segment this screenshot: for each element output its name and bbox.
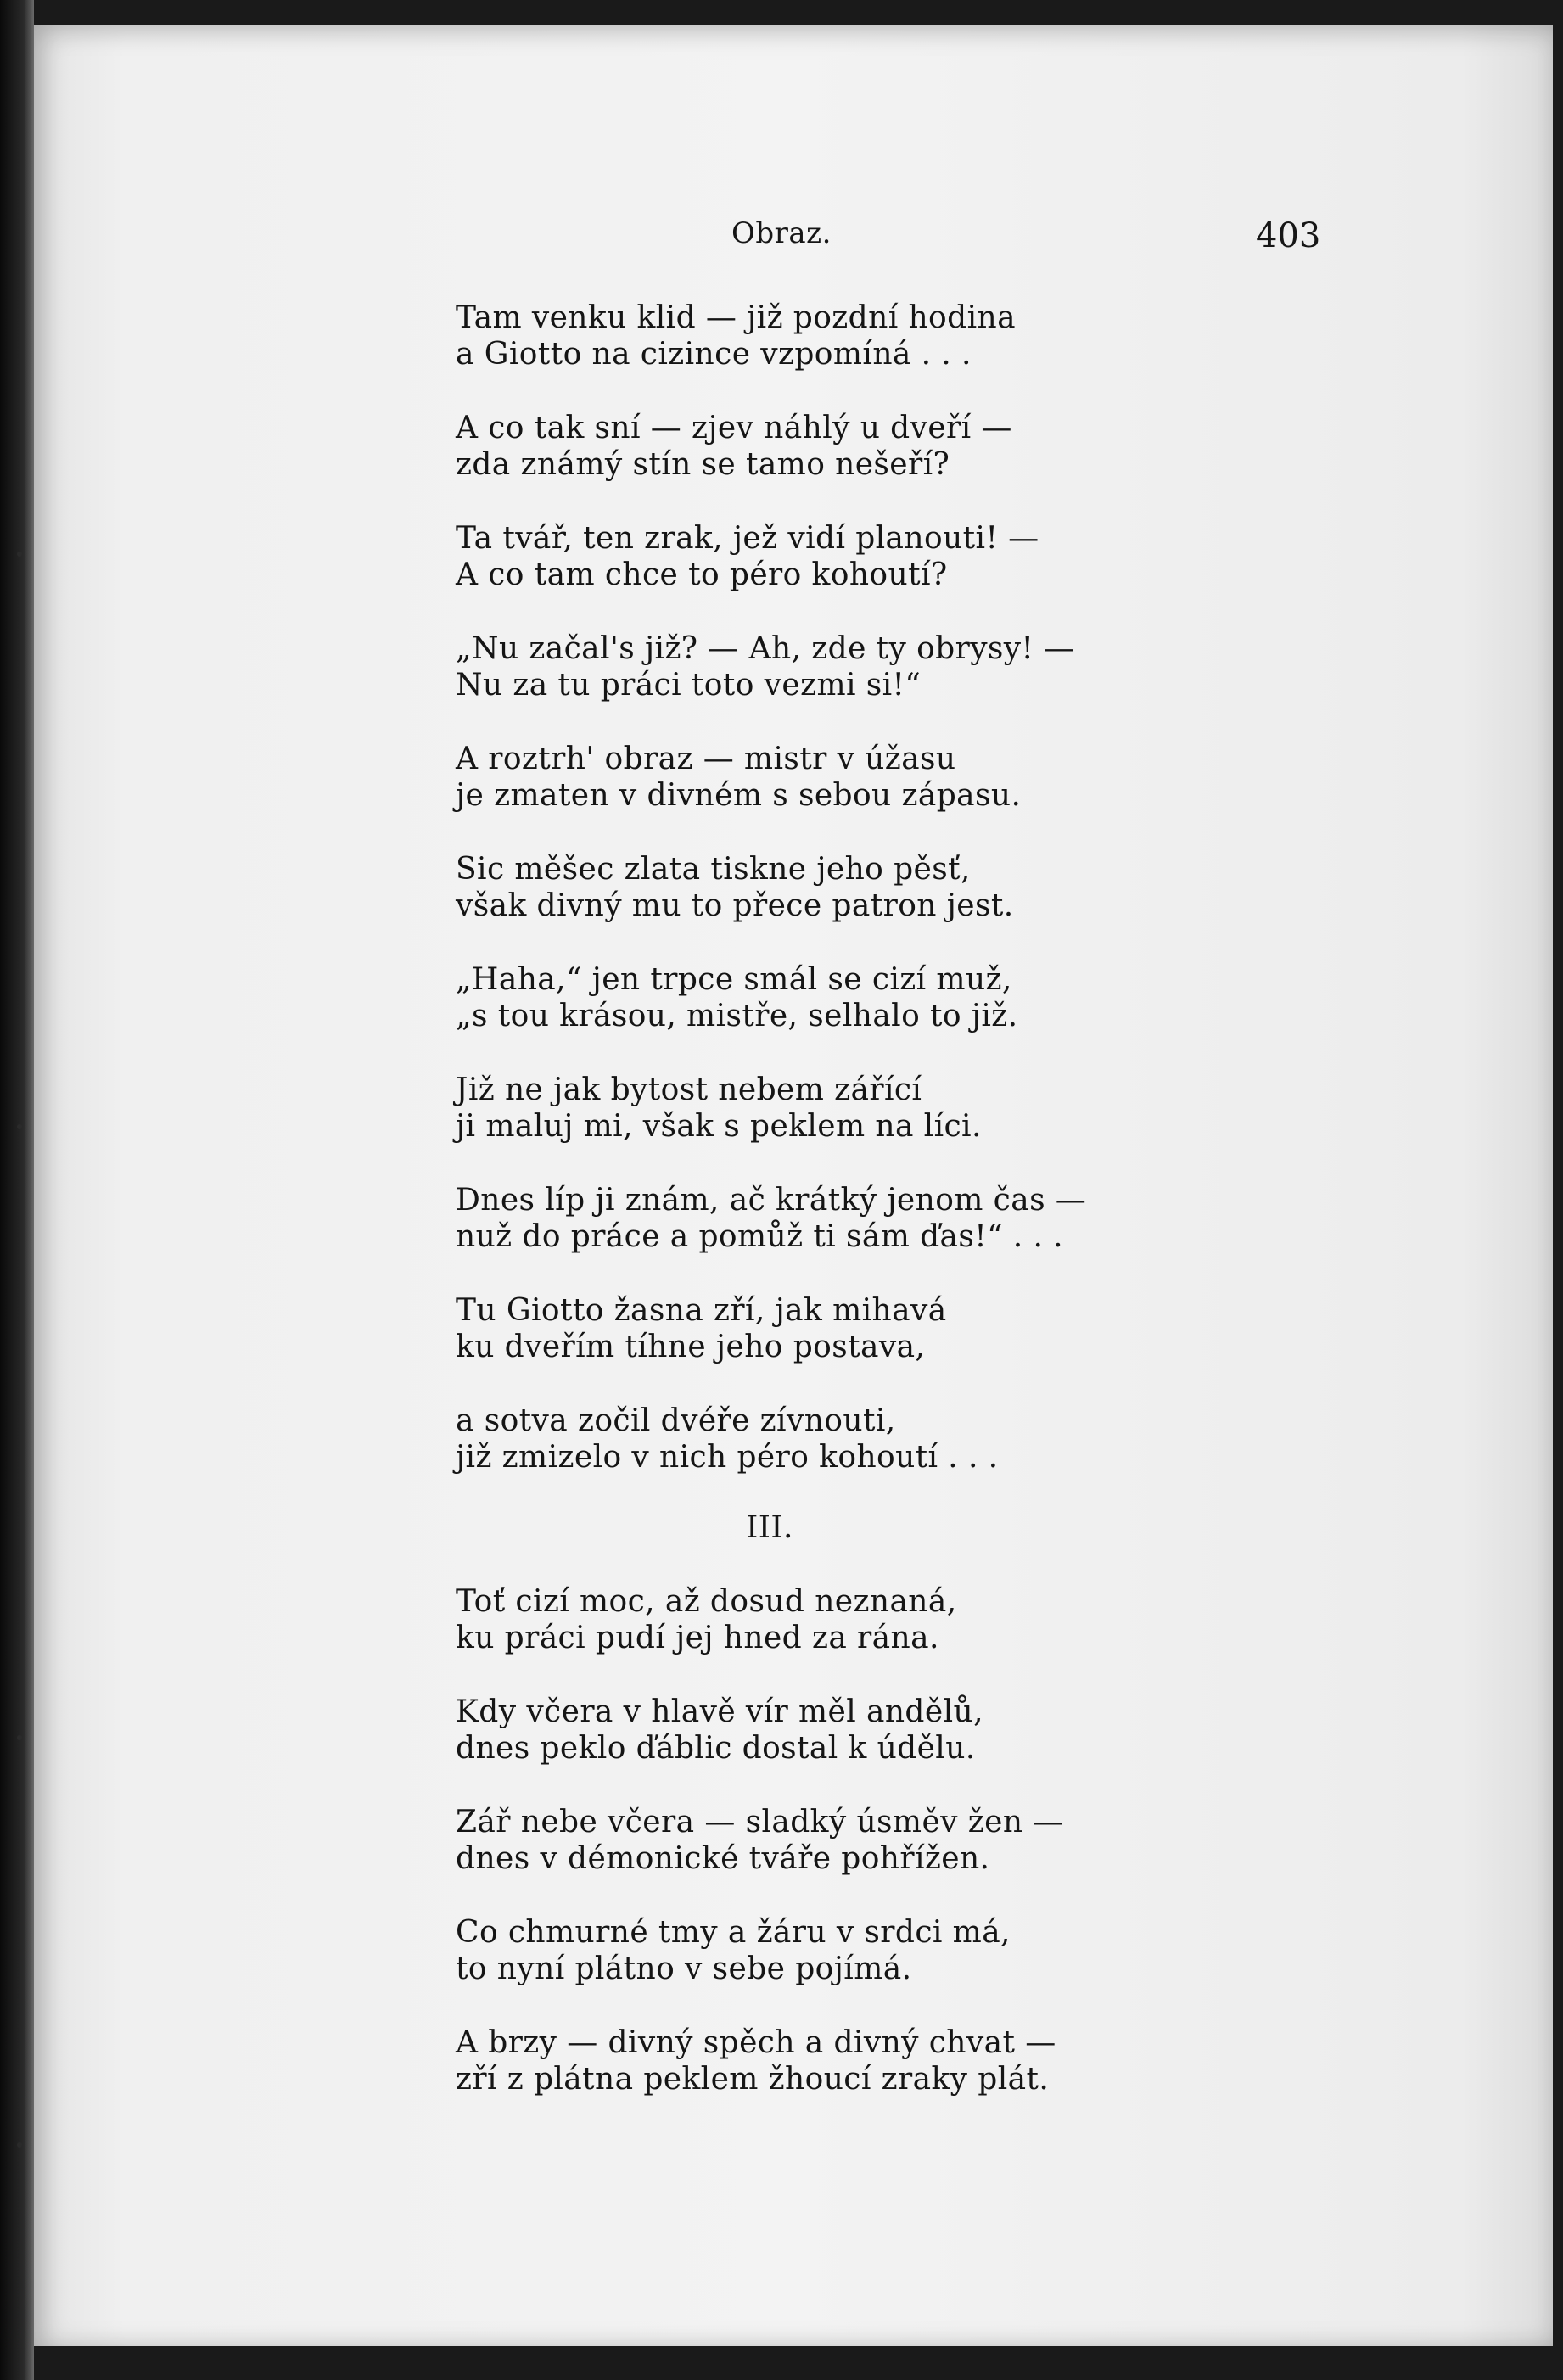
verse-line: A brzy — divný spěch a divný chvat — [456,2025,1056,2060]
verse-line: „Nu začal's již? — Ah, zde ty obrysy! — [456,631,1075,666]
verse-line: však divný mu to přece patron jest. [456,888,1014,923]
verse-line: Nu za tu práci toto vezmi si!“ [456,668,922,703]
verse-line: A roztrh' obraz — mistr v úžasu [456,742,956,776]
verse-line: A co tak sní — zjev náhlý u dveří — [456,411,1012,445]
verse-line: Zář nebe včera — sladký úsměv žen — [456,1805,1064,1840]
verse-line: A co tam chce to péro kohoutí? [456,557,948,592]
stanza [456,1292,1304,1365]
stanza [456,741,1304,814]
verse-line: a Giotto na cizince vzpomíná . . . [456,337,972,372]
verse-line: nuž do práce a pomůž ti sám ďas!“ . . . [456,1219,1063,1254]
stanza [456,961,1304,1034]
verse-line: Sic měšec zlata tiskne jeho pěsť, [456,852,971,887]
verse-line: Kdy včera v hlavě vír měl andělů, [456,1694,983,1729]
verse-line: a sotva zočil dvéře zívnouti, [456,1403,896,1438]
poem-body [456,300,1304,2135]
stanza [456,1914,1304,1987]
stanza [456,1182,1304,1255]
verse-line: Ta tvář, ten zrak, jež vidí planouti! — [456,521,1039,556]
stanza [456,851,1304,924]
scan-speck [17,1124,22,1129]
verse-line: dnes peklo ďáblic dostal k údělu. [456,1731,976,1766]
verse-line: Tu Giotto žasna zří, jak mihavá [456,1293,947,1328]
stanza [456,300,1304,372]
stanza [456,1804,1304,1877]
stanza [456,1403,1304,1476]
book-binding-edge [0,0,34,2380]
stanza [456,520,1304,593]
section-heading: III. [746,1510,793,1545]
verse-line: „s tou krásou, mistře, selhalo to již. [456,999,1018,1033]
verse-line: dnes v démonické tváře pohřížen. [456,1841,990,1876]
stanza [456,410,1304,483]
scan-speck [17,2142,22,2148]
verse-line: je zmaten v divném s sebou zápasu. [456,778,1022,813]
verse-line: zda známý stín se tamo nešeří? [456,447,950,482]
verse-line: to nyní plátno v sebe pojímá. [456,1952,912,1986]
verse-line: „Haha,“ jen trpce smál se cizí muž, [456,962,1012,997]
verse-line: zří z plátna peklem žhoucí zraky plát. [456,2062,1050,2097]
running-head [0,216,1563,267]
stanza [456,1583,1304,1656]
scan-speck [17,1735,22,1740]
verse-line: ku práci pudí jej hned za rána. [456,1621,939,1655]
stanza [456,1694,1304,1767]
scan-speck [17,552,22,557]
verse-line: Již ne jak bytost nebem zářící [456,1072,922,1107]
running-head-title: Obraz. [731,216,832,250]
verse-line: již zmizelo v nich péro kohoutí . . . [456,1440,999,1475]
verse-line: ji maluj mi, však s peklem na líci. [456,1109,982,1144]
stanza [456,2024,1304,2097]
verse-line: Dnes líp ji znám, ač krátký jenom čas — [456,1183,1087,1218]
page-number: 403 [1256,216,1321,255]
verse-line: ku dveřím tíhne jeho postava, [456,1330,926,1364]
stanza [456,1072,1304,1145]
stanza [456,630,1304,703]
verse-line: Tam venku klid — již pozdní hodina [456,300,1016,335]
verse-line: Toť cizí moc, až dosud neznaná, [456,1584,957,1619]
verse-line: Co chmurné tmy a žáru v srdci má, [456,1915,1011,1950]
